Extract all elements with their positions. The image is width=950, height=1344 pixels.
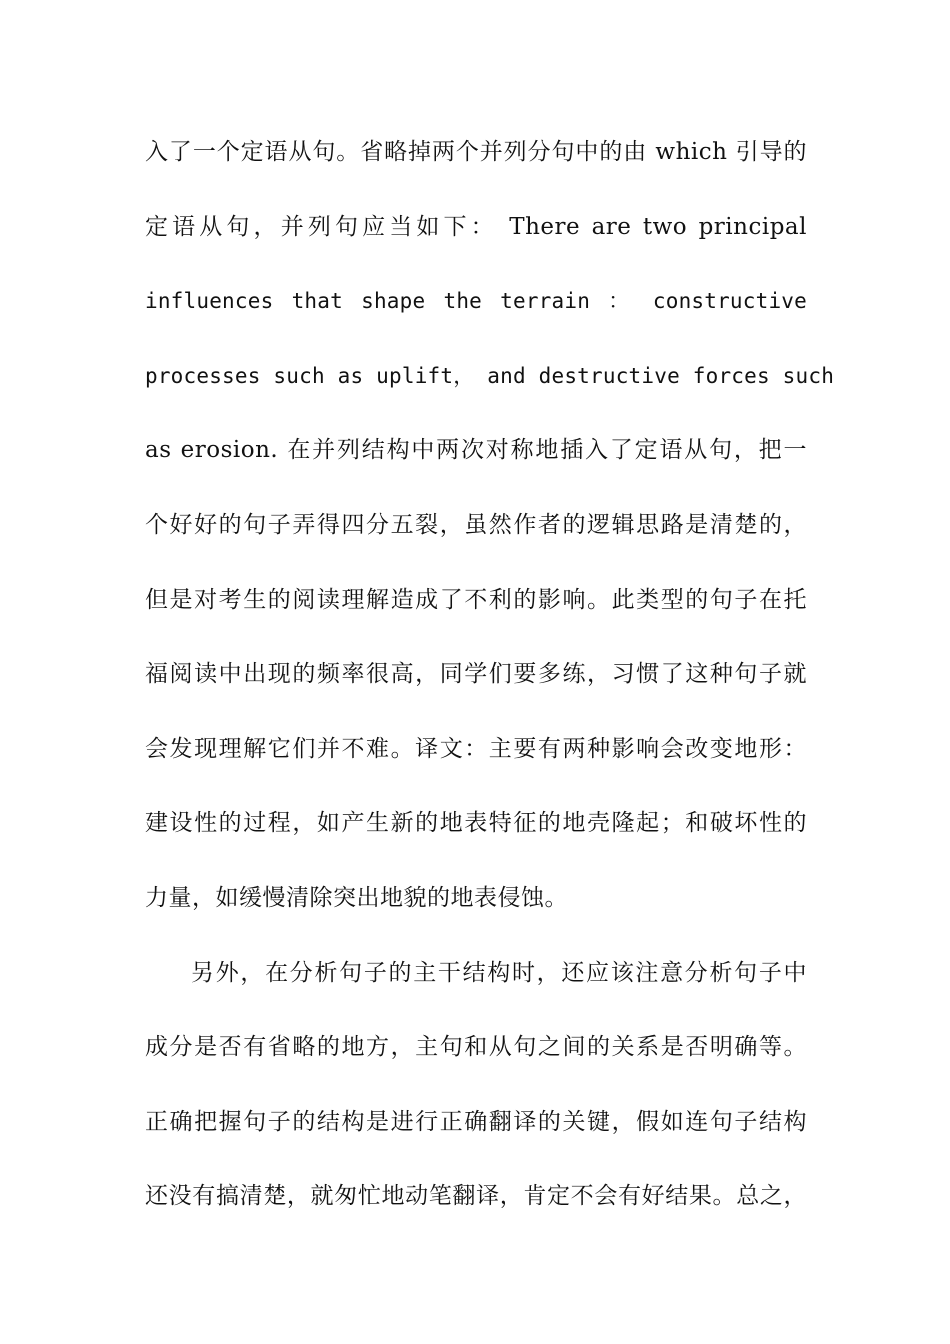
text-line-11: 力量，如缓慢清除突出地貌的地表侵蚀。	[145, 884, 568, 911]
body-text	[145, 126, 835, 1245]
text-line-1: 入了一个定语从句。省略掉两个并列分句中的由 which 引导的	[145, 139, 807, 165]
text-line-6: 个好好的句子弄得四分五裂，虽然作者的逻辑思路是清楚的，	[145, 511, 807, 538]
text-line-7: 但是对考生的阅读理解造成了不利的影响。此类型的句子在托	[145, 586, 807, 613]
text-line-2: 定语从句，并列句应当如下： There are two principal	[145, 213, 807, 240]
text-line-14: 正确把握句子的结构是进行正确翻译的关键，假如连句子结构	[145, 1108, 807, 1135]
text-line-8: 福阅读中出现的频率很高，同学们要多练，习惯了这种句子就	[145, 661, 807, 688]
text-line-10: 建设性的过程，如产生新的地表特征的地壳隆起；和破坏性的	[145, 810, 807, 837]
text-line-15: 还没有搞清楚，就匆忙地动笔翻译，肯定不会有好结果。总之，	[145, 1183, 807, 1210]
text-line-9: 会发现理解它们并不难。译文：主要有两种影响会改变地形：	[145, 735, 807, 762]
text-line-12: 另外，在分析句子的主干结构时，还应该注意分析句子中	[191, 959, 807, 986]
text-line-4: processes such as uplift， and destructive forces such	[145, 363, 835, 388]
text-line-13: 成分是否有省略的地方，主句和从句之间的关系是否明确等。	[145, 1034, 807, 1061]
text-line-5: as erosion. 在并列结构中两次对称地插入了定语从句，把一	[145, 437, 807, 464]
text-line-3: influences that shape the terrain ： constructive	[145, 289, 807, 314]
